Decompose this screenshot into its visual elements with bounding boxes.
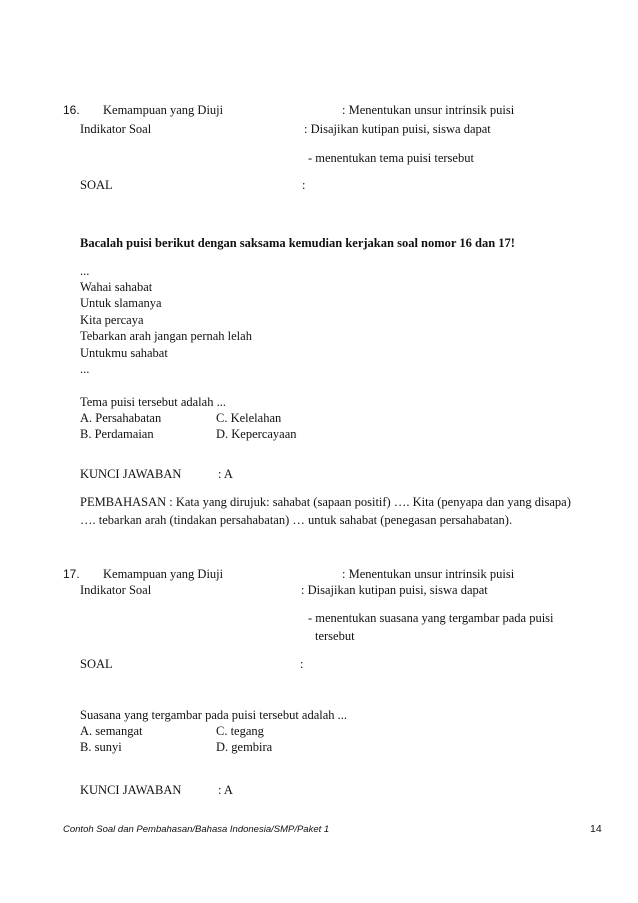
q16-instruction: Bacalah puisi berikut dengan saksama kemudian kerjakan soal nomor 16 dan 17! [80,236,515,250]
q17-question: Suasana yang tergambar pada puisi tersebut adalah ... [80,708,348,722]
q17-soal-label: SOAL [80,657,113,671]
q17-kemampuan-label: Kemampuan yang Diuji [103,567,224,581]
q16-option-c: C. Kelelahan [216,411,282,425]
q17-indikator-label: Indikator Soal [80,583,152,597]
poem-line: Wahai sahabat [80,280,153,294]
poem-line: ... [80,264,90,278]
q17-option-d: D. gembira [216,740,273,754]
poem-line: Tebarkan arah jangan pernah lelah [80,329,252,343]
q17-indikator-value: : Disajikan kutipan puisi, siswa dapat [301,583,488,597]
q17-option-a: A. semangat [80,724,143,738]
poem-line: ... [80,362,90,376]
q17-indikator-detail-2: tersebut [315,629,355,643]
q16-question: Tema puisi tersebut adalah ... [80,395,226,409]
poem-line: Kita percaya [80,313,144,327]
q17-kemampuan-value: : Menentukan unsur intrinsik puisi [342,567,515,581]
q16-soal-colon: : [302,178,306,192]
q16-option-a: A. Persahabatan [80,411,162,425]
q17-kunci-value: : A [218,783,233,797]
q17-number: 17. [63,567,80,581]
page-number: 14 [590,823,602,835]
q16-pembahasan-line1: PEMBAHASAN : Kata yang dirujuk: sahabat (sapaan positif) …. Kita (penyapa dan yang disapa) [80,495,571,509]
q17-kunci-label: KUNCI JAWABAN [80,783,182,797]
page-footer: Contoh Soal dan Pembahasan/Bahasa Indonesia/SMP/Paket 1 [63,824,330,835]
q16-option-b: B. Perdamaian [80,427,154,441]
q17-soal-colon: : [300,657,304,671]
q16-indikator-detail: - menentukan tema puisi tersebut [308,151,474,165]
q16-pembahasan-line2: …. tebarkan arah (tindakan persahabatan) … untuk sahabat (penegasan persahabatan). [80,513,513,527]
q16-indikator-label: Indikator Soal [80,122,152,136]
q16-number: 16. [63,103,80,117]
q17-indikator-detail-1: - menentukan suasana yang tergambar pada puisi [308,611,554,625]
q16-kemampuan-value: : Menentukan unsur intrinsik puisi [342,103,515,117]
q16-option-d: D. Kepercayaan [216,427,297,441]
q17-option-c: C. tegang [216,724,264,738]
poem-line: Untuk slamanya [80,296,162,310]
q16-indikator-value: : Disajikan kutipan puisi, siswa dapat [304,122,491,136]
q16-soal-label: SOAL [80,178,113,192]
q16-kemampuan-label: Kemampuan yang Diuji [103,103,224,117]
q17-option-b: B. sunyi [80,740,122,754]
q16-kunci-value: : A [218,467,233,481]
poem-line: Untukmu sahabat [80,346,168,360]
q16-kunci-label: KUNCI JAWABAN [80,467,182,481]
